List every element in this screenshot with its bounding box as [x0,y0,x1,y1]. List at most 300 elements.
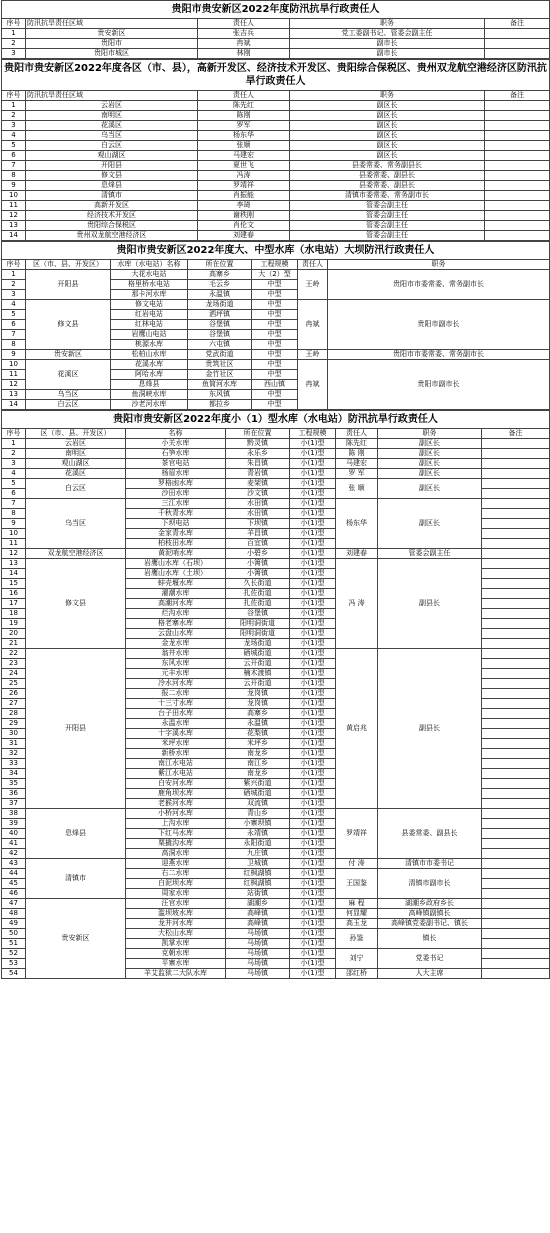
location: 云开街道 [226,679,290,689]
location: 东风镇 [188,390,252,400]
duty: 县委常委、副县长 [290,181,485,191]
reservoir-name: 迎燕水库 [126,859,226,869]
person-name: 罗 军 [336,469,378,479]
header-row [2,91,550,101]
location: 马场镇 [226,939,290,949]
scale: 小(1)型 [290,459,336,469]
table-row [2,171,550,181]
remark [482,899,550,909]
row-index: 21 [2,639,26,649]
area-name: 经济技术开发区 [26,211,198,221]
header-cell: 区（市、县、开发区） [26,260,111,270]
table-row [2,449,550,459]
location: 水田镇 [226,499,290,509]
location: 麦架镇 [226,479,290,489]
scale: 中型 [252,320,298,330]
header-cell: 职务 [328,260,550,270]
row-index: 4 [2,469,26,479]
remark [482,969,550,979]
region-name: 花溪区 [26,360,111,390]
area-name: 云岩区 [26,101,198,111]
person-name: 王岭 [298,270,328,300]
person-name: 冯 涛 [336,559,378,649]
remark [485,131,550,141]
person-name: 肖振能 [198,191,290,201]
remark [485,141,550,151]
row-index: 13 [2,221,26,231]
person-name: 王岭 [298,350,328,360]
row-index: 40 [2,829,26,839]
header-cell: 所在位置 [188,260,252,270]
remark [485,211,550,221]
remark [482,839,550,849]
reservoir-name: 米坪水库 [126,739,226,749]
table-row [2,29,550,39]
remark [482,659,550,669]
region-name: 息烽县 [111,380,188,390]
scale: 小(1)型 [290,909,336,919]
row-index: 47 [2,899,26,909]
row-index: 53 [2,959,26,969]
scale: 小(1)型 [290,839,336,849]
duty: 清镇市委常委、常务副市长 [290,191,485,201]
duty: 党委书记 [378,949,482,969]
location: 硒城街道 [226,649,290,659]
reservoir-name: 滥坝坡水库 [126,909,226,919]
reservoir-name: 烂沟水库 [126,609,226,619]
row-index: 3 [2,49,26,59]
table-row [2,439,550,449]
row-index: 9 [2,519,26,529]
location: 谷堡镇 [226,609,290,619]
area-name: 花溪区 [26,121,198,131]
row-index: 6 [2,320,26,330]
location: 阳明洞街道 [226,619,290,629]
row-index: 29 [2,719,26,729]
row-index: 14 [2,400,26,410]
location: 都拉乡 [188,400,252,410]
remark [485,39,550,49]
scale: 小(1)型 [290,549,336,559]
remark [482,639,550,649]
reservoir-name: 金龙水库 [126,639,226,649]
reservoir-name: 千秋青水库 [126,509,226,519]
location: 朱昌镇 [226,459,290,469]
row-index: 30 [2,729,26,739]
remark [482,539,550,549]
person-name: 冉斌 [298,300,328,350]
row-index: 48 [2,909,26,919]
location: 小寨坝镇 [226,819,290,829]
location: 马场镇 [226,929,290,939]
location: 百宜镇 [226,539,290,549]
header-cell: 所在位置 [226,429,290,439]
location: 云开街道 [226,659,290,669]
reservoir-name: 元丰水库 [126,669,226,679]
row-index: 18 [2,609,26,619]
duty: 镇长 [378,929,482,949]
table-small-reservoirs [1,410,550,979]
remark [482,729,550,739]
table-city-responsible [1,0,550,59]
header-cell: 工程规模 [252,260,298,270]
scale: 中型 [252,330,298,340]
header-cell: 责任人 [298,260,328,270]
table-row [2,111,550,121]
person-name: 谢秩刚 [198,211,290,221]
scale: 中型 [252,280,298,290]
location: 六屯镇 [188,340,252,350]
location: 南龙乡 [226,769,290,779]
remark [482,809,550,819]
location: 羊昌镇 [226,529,290,539]
location: 硒城街道 [226,789,290,799]
duty: 副区长 [378,479,482,499]
duty: 县委常委、副县长 [290,171,485,181]
scale: 中型 [252,360,298,370]
scale: 小(1)型 [290,439,336,449]
remark [482,819,550,829]
region-name: 双龙航空港经济区 [26,549,126,559]
person-name: 刘建春 [336,549,378,559]
remark [482,489,550,499]
location: 毛云乡 [188,280,252,290]
remark [482,699,550,709]
person-name: 刘宁 [336,949,378,969]
person-name: 罗军 [198,121,290,131]
row-index: 2 [2,39,26,49]
row-index: 43 [2,859,26,869]
row-index: 11 [2,539,26,549]
scale: 小(1)型 [290,559,336,569]
person-name: 陈刚 [198,111,290,121]
remark [485,201,550,211]
row-index: 7 [2,330,26,340]
remark [485,171,550,181]
scale: 小(1)型 [290,919,336,929]
row-index: 13 [2,559,26,569]
row-index: 3 [2,459,26,469]
remark [482,679,550,689]
duty: 副区长 [378,469,482,479]
remark [482,689,550,699]
table-row [2,211,550,221]
person-name: 杨东华 [336,499,378,549]
location: 龙场街道 [226,639,290,649]
area-name: 修文县 [26,171,198,181]
row-index: 26 [2,689,26,699]
scale: 小(1)型 [290,849,336,859]
row-index: 7 [2,161,26,171]
row-index: 6 [2,489,26,499]
person-name: 夏世飞 [198,161,290,171]
region-name: 修文县 [26,559,126,649]
duty: 管委会副主任 [290,221,485,231]
scale: 小(1)型 [290,629,336,639]
reservoir-name: 永温水库 [126,719,226,729]
table-row [2,39,550,49]
row-index: 5 [2,479,26,489]
scale: 小(1)型 [290,739,336,749]
location: 党武街道 [188,350,252,360]
remark [482,779,550,789]
row-index: 37 [2,799,26,809]
scale: 小(1)型 [290,619,336,629]
table-row [2,360,550,370]
scale: 小(1)型 [290,469,336,479]
person-name: 陈 刚 [336,449,378,459]
reservoir-name: 那卡河水库 [111,290,188,300]
remark [482,889,550,899]
reservoir-name: 周家水库 [126,889,226,899]
location: 双流镇 [226,799,290,809]
row-index: 38 [2,809,26,819]
remark [482,579,550,589]
duty: 湖潮乡政府乡长 [378,899,482,909]
remark [482,709,550,719]
reservoir-name: 格里桥水电站 [111,280,188,290]
location: 龙场街道 [188,300,252,310]
remark [482,939,550,949]
scale: 小(1)型 [290,519,336,529]
reservoir-name: 栗撬沟水库 [126,839,226,849]
person-name: 王国鉴 [336,869,378,899]
location: 高峰镇 [226,919,290,929]
table-row [2,459,550,469]
remark [482,599,550,609]
scale: 小(1)型 [290,699,336,709]
row-index: 1 [2,270,26,280]
location: 龙岗镇 [226,689,290,699]
table-row [2,899,550,909]
person-name: 陈先红 [336,439,378,449]
area-name: 贵阳综合保税区 [26,221,198,231]
row-index: 12 [2,211,26,221]
scale: 中型 [252,340,298,350]
reservoir-name: 格老寨水库 [126,619,226,629]
person-name: 林刚 [198,49,290,59]
row-index: 41 [2,839,26,849]
scale: 小(1)型 [290,899,336,909]
scale: 小(1)型 [290,769,336,779]
person-name: 冉斌 [198,39,290,49]
table-row [2,221,550,231]
reservoir-name: 三江水库 [126,499,226,509]
location: 谷堡镇 [188,330,252,340]
person-name: 李琦 [198,201,290,211]
row-index: 9 [2,350,26,360]
row-index: 34 [2,769,26,779]
header-cell: 备注 [485,91,550,101]
scale: 小(1)型 [290,809,336,819]
reservoir-name: 高潮河水库 [126,599,226,609]
remark [482,519,550,529]
remark [482,669,550,679]
reservoir-name: 白泥坝水库 [126,879,226,889]
area-name: 白云区 [26,141,198,151]
row-index: 10 [2,529,26,539]
region-name: 观山湖区 [26,459,126,469]
remark [482,619,550,629]
row-index: 45 [2,879,26,889]
row-index: 31 [2,739,26,749]
area-name: 清镇市 [26,191,198,201]
reservoir-name: 东风水库 [126,659,226,669]
scale: 小(1)型 [290,859,336,869]
row-index: 3 [2,121,26,131]
scale: 小(1)型 [290,539,336,549]
duty: 高峰镇党委副书记、镇长 [378,919,482,929]
table-row [2,181,550,191]
row-index: 12 [2,380,26,390]
reservoir-name: 沙老河水库 [111,400,188,410]
header-cell: 序号 [2,91,26,101]
area-name: 息烽县 [26,181,198,191]
row-index: 8 [2,340,26,350]
duty: 副区长 [378,499,482,549]
duty: 副区长 [290,121,485,131]
row-index: 28 [2,709,26,719]
remark [482,769,550,779]
header-cell: 序号 [2,19,26,29]
person-name: 罗靖祥 [198,181,290,191]
scale: 小(1)型 [290,449,336,459]
location: 水田镇 [226,509,290,519]
header-cell: 防汛抗旱责任区域 [26,91,198,101]
region-name: 云岩区 [26,439,126,449]
location: 沙文镇 [226,489,290,499]
remark [482,829,550,839]
remark [485,161,550,171]
region-name: 贵安新区 [26,899,126,979]
remark [482,479,550,489]
row-index: 7 [2,499,26,509]
remark [482,439,550,449]
reservoir-name: 金家青水库 [126,529,226,539]
scale: 小(1)型 [290,789,336,799]
scale: 小(1)型 [290,639,336,649]
scale: 小(1)型 [290,649,336,659]
region-name: 花溪区 [26,469,126,479]
table-row [2,151,550,161]
table-row [2,141,550,151]
person-name: 邵红桥 [336,969,378,979]
scale: 小(1)型 [290,869,336,879]
location: 永乐乡 [226,449,290,459]
remark [482,929,550,939]
table-row [2,559,550,569]
location: 扎佐街道 [226,599,290,609]
reservoir-name: 平寨水库 [126,959,226,969]
row-index: 52 [2,949,26,959]
location: 红枫湖镇 [226,869,290,879]
header-cell: 责任人 [336,429,378,439]
scale: 小(1)型 [290,589,336,599]
row-index: 10 [2,191,26,201]
reservoir-name: 下坝电站 [126,519,226,529]
reservoir-name: 十字溪水库 [126,729,226,739]
scale: 小(1)型 [290,599,336,609]
scale: 小(1)型 [290,499,336,509]
reservoir-name: 花溪水库 [111,360,188,370]
scale: 中型 [252,310,298,320]
person-name: 黄启兆 [336,649,378,809]
person-name: 马建宏 [198,151,290,161]
reservoir-name: 大花水电站 [111,270,188,280]
reservoir-name: 石笋水库 [126,449,226,459]
location: 青岩镇 [226,469,290,479]
duty: 高峰镇副镇长 [378,909,482,919]
scale: 小(1)型 [290,569,336,579]
header-cell: 区（市、县、开发区） [26,429,126,439]
reservoir-name: 黄泥哨水库 [126,549,226,559]
table-row [2,231,550,241]
scale: 大（2）型 [252,270,298,280]
duty: 县委常委、常务副县长 [290,161,485,171]
remark [482,449,550,459]
row-index: 25 [2,679,26,689]
location: 红枫湖镇 [226,879,290,889]
region-name: 修文县 [26,300,111,350]
remark [482,459,550,469]
remark [482,859,550,869]
row-index: 49 [2,919,26,929]
remark [485,49,550,59]
duty: 副区长 [290,141,485,151]
location: 谷堡镇 [188,320,252,330]
duty: 副区长 [290,111,485,121]
table-row [2,499,550,509]
reservoir-name: 松柏山水库 [111,350,188,360]
location: 紫兴街道 [226,779,290,789]
person-name: 张顺 [198,141,290,151]
row-index: 17 [2,599,26,609]
row-index: 44 [2,869,26,879]
location: 黔灵镇 [226,439,290,449]
person-name: 付 涛 [336,859,378,869]
location: 青山乡 [226,809,290,819]
reservoir-name: 鱼洞峡水库 [111,390,188,400]
row-index: 2 [2,449,26,459]
location: 小碧乡 [226,549,290,559]
remark [482,749,550,759]
remark [482,869,550,879]
row-index: 8 [2,171,26,181]
location: 永温镇 [226,719,290,729]
row-index: 19 [2,619,26,629]
location: 西山镇 [252,380,298,390]
region-name: 白云区 [26,479,126,499]
duty: 副县长 [378,649,482,809]
scale: 小(1)型 [290,969,336,979]
table-row [2,191,550,201]
reservoir-name: 冷水河水库 [126,679,226,689]
table-row [2,479,550,489]
scale: 中型 [252,400,298,410]
remark [482,799,550,809]
row-index: 54 [2,969,26,979]
scale: 小(1)型 [290,819,336,829]
header-cell: 备注 [482,429,550,439]
header-cell: 名称 [126,429,226,439]
person-name: 马建宏 [336,459,378,469]
table-row [2,201,550,211]
table-row [2,649,550,659]
area-name: 开阳县 [26,161,198,171]
location: 永温镇 [188,290,252,300]
row-index: 14 [2,569,26,579]
location: 湖潮乡 [226,899,290,909]
